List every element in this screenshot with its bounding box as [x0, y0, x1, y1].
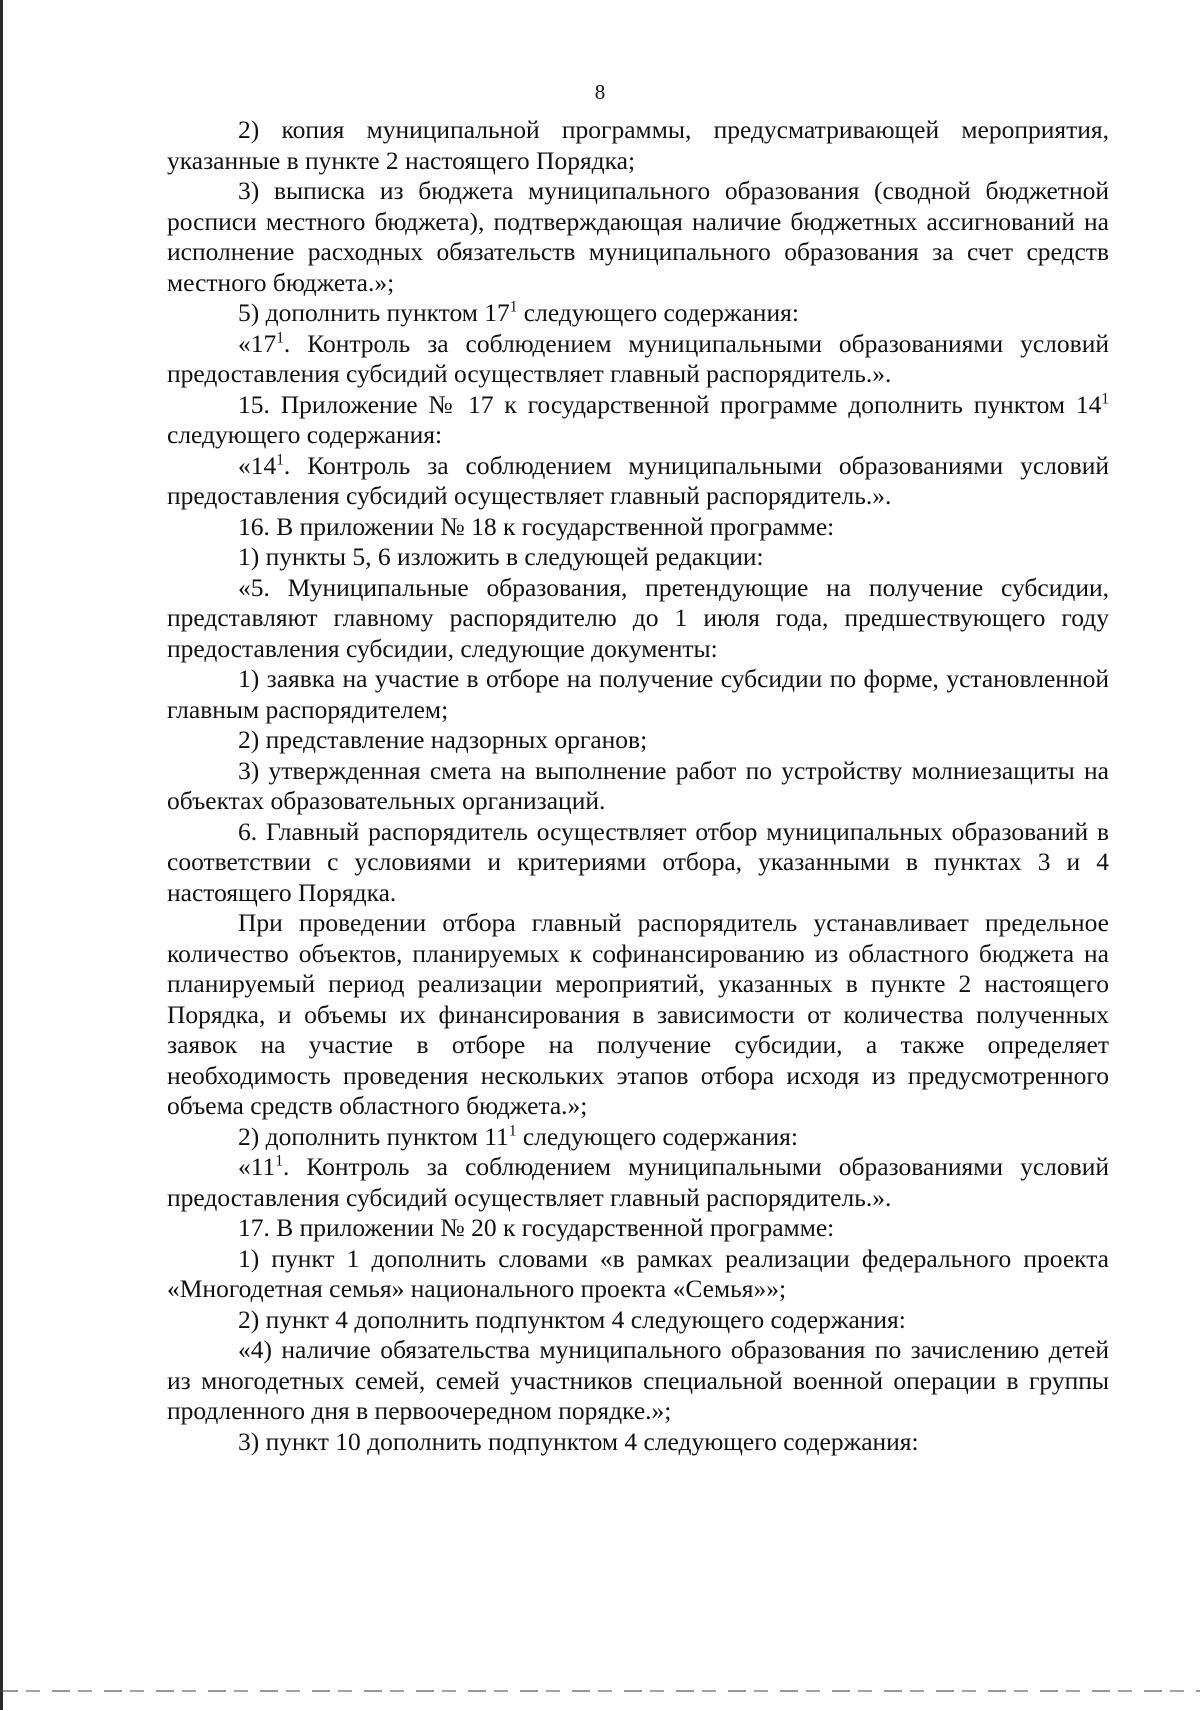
text-run: следующего содержания:	[516, 1121, 798, 1151]
text-run: следующего содержания:	[167, 420, 443, 449]
paragraph	[167, 1427, 1109, 1458]
text-run: 6. Главный распорядитель осуществляет отбор муниципальных образований в соответствии с условиями и критериями отбора, указанными в пунктах 3 и 4 настоящего Порядка.	[167, 816, 1109, 907]
paragraph	[167, 1335, 1109, 1427]
text-run: . Контроль за соблюдением муниципальными образованиями условий предоставления субсидий осуществляет главный распорядитель.».	[167, 328, 1109, 388]
paragraph	[167, 542, 1109, 573]
text-run: 3) пункт 10 дополнить подпунктом 4 следующего содержания:	[238, 1426, 919, 1456]
superscript: 1	[276, 329, 284, 346]
text-run: 1) заявка на участие в отборе на получение субсидии по форме, установленной главным распорядителем;	[167, 664, 1109, 724]
paragraph	[167, 512, 1109, 543]
paragraph	[167, 664, 1109, 725]
text-run: 2) пункт 4 дополнить подпунктом 4 следующего содержания:	[238, 1304, 906, 1334]
paragraph	[167, 1213, 1109, 1244]
text-run: 3) утвержденная смета на выполнение работ по устройству молниезащиты на объектах образовательных организаций.	[167, 755, 1109, 815]
text-run: «17	[238, 328, 277, 358]
paragraph	[167, 115, 1109, 176]
text-run: «11	[238, 1152, 276, 1181]
text-run: «4) наличие обязательства муниципального образования по зачислению детей из многодетных семей, семей участников специальной военной операции в группы продленного дня в первоочередном порядке.»;	[167, 1335, 1109, 1425]
text-run: 2) дополнить пунктом 11	[238, 1121, 509, 1151]
text-run: 17. В приложении № 20 к государственной программе:	[238, 1213, 835, 1242]
text-run: «5. Муниципальные образования, претендующие на получение субсидии, представляют главному распорядителю до 1 июля года, предшествующего году предоставления субсидии, следующие документы:	[167, 572, 1109, 663]
scan-edge-left	[0, 0, 3, 1710]
paragraph	[167, 1122, 1109, 1153]
superscript: 1	[275, 1152, 283, 1170]
paragraph	[167, 329, 1109, 390]
text-run: 2) копия муниципальной программы, предусматривающей мероприятия, указанные в пункте 2 настоящего Порядка;	[167, 115, 1109, 175]
text-run: . Контроль за соблюдением муниципальными образованиями условий предоставления субсидий осуществляет главный распорядитель.».	[167, 1152, 1109, 1212]
paragraph	[167, 176, 1109, 298]
paragraph	[167, 451, 1109, 512]
text-run: 1) пункт 1 дополнить словами «в рамках реализации федерального проекта «Многодетная семья» национального проекта «Семья»»;	[167, 1243, 1109, 1303]
paragraph	[167, 1244, 1109, 1305]
scan-edge-bottom	[0, 1690, 1200, 1692]
text-run: 16. В приложении № 18 к государственной программе:	[238, 511, 835, 541]
paragraph	[167, 1305, 1109, 1336]
paragraph	[167, 756, 1109, 817]
superscript: 1	[1101, 390, 1109, 407]
text-run: 2) представление надзорных органов;	[238, 725, 648, 754]
document-body	[167, 115, 1109, 1457]
text-run: 15. Приложение № 17 к государственной программе дополнить пунктом 14	[238, 389, 1102, 419]
paragraph	[167, 817, 1109, 909]
superscript: 1	[276, 451, 284, 468]
text-run: 1) пункты 5, 6 изложить в следующей редакции:	[238, 542, 764, 571]
text-run: следующего содержания:	[517, 298, 799, 327]
text-run: 5) дополнить пунктом 17	[238, 298, 510, 327]
text-run: При проведении отбора главный распорядитель устанавливает предельное количество объектов, планируемых к софинансированию из областного бюджета на планируемый период реализации мероприятий, указанных в пункте 2 настоящего Порядка, и объемы их финансирования в зависимости от количества полученных заявок на участие в отборе на получение субсидии, а также определяет необходимость проведения нескольких этапов отбора исходя из предусмотренного объема средств областного бюджета.»;	[167, 908, 1109, 1120]
superscript: 1	[508, 1122, 517, 1139]
page-number: 8	[594, 80, 606, 104]
text-run: 3) выписка из бюджета муниципального образования (сводной бюджетной росписи местного бюджета), подтверждающая наличие бюджетных ассигнований на исполнение расходных обязательств муниципального образования за счет средств местного бюджета.»;	[167, 176, 1109, 297]
text-run: «14	[238, 450, 277, 480]
paragraph	[167, 725, 1109, 756]
paragraph	[167, 908, 1109, 1122]
paragraph	[167, 573, 1109, 665]
text-run: . Контроль за соблюдением муниципальными образованиями условий предоставления субсидий осуществляет главный распорядитель.».	[167, 450, 1109, 510]
superscript: 1	[509, 298, 518, 316]
paragraph	[167, 390, 1109, 451]
paragraph	[167, 298, 1109, 329]
paragraph	[167, 1152, 1109, 1213]
